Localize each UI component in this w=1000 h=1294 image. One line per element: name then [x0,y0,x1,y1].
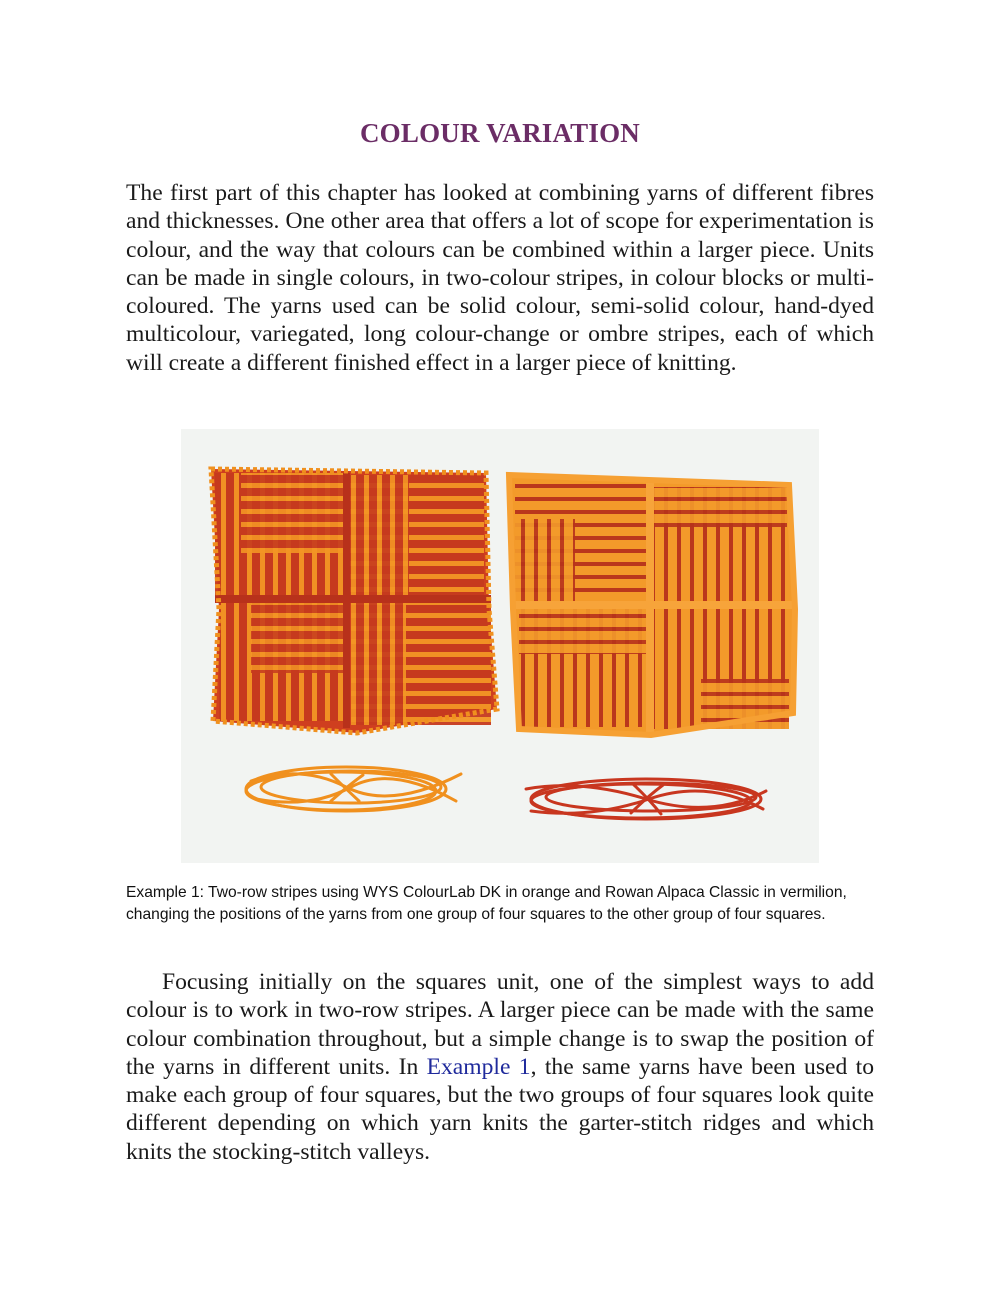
body-text-after-link: , the same yarns have been used to make each group of four squares, but the two groups of four squares look quite different depending on which yarn knits the garter-stitch ridges and which knits the stocking-stitch valleys. [126,1053,874,1165]
intro-paragraph: The first part of this chapter has looked at combining yarns of different fibres and thicknesses. One other area that offers a lot of scope for experimentation is colour, and the way that colours can be combined within a larger piece. Units can be made in single colours, in two-colour stripes, in colour blocks or multi-coloured. The yarns used can be solid colour, semi-solid colour, hand-dyed multicolour, variegated, long colour-change or ombre stripes, each of which will create a different finished effect in a larger piece of knitting. [126,180,874,376]
figure-caption: Example 1: Two-row stripes using WYS ColourLab DK in orange and Rowan Alpaca Classic in vermilion, changing the positions of the yarns from one group of four squares to the other group of four squares. [126,884,847,923]
orange-yarn-skein [246,767,461,811]
right-swatch [509,475,795,735]
example-1-link[interactable]: Example 1 [426,1053,531,1080]
section-heading: COLOUR VARIATION [359,118,640,148]
body-text-before-link: Focusing initially on the squares unit, one of the simplest ways to add colour is to work in two-row stripes. A larger piece can be made with the same colour combination throughout, but a simple change is to swap the position of the yarns in different units. In [126,969,874,1080]
left-swatch [211,469,497,733]
body-paragraph [126,968,874,1166]
vermilion-yarn-skein [526,779,766,819]
knitted-squares-photo [181,429,819,863]
